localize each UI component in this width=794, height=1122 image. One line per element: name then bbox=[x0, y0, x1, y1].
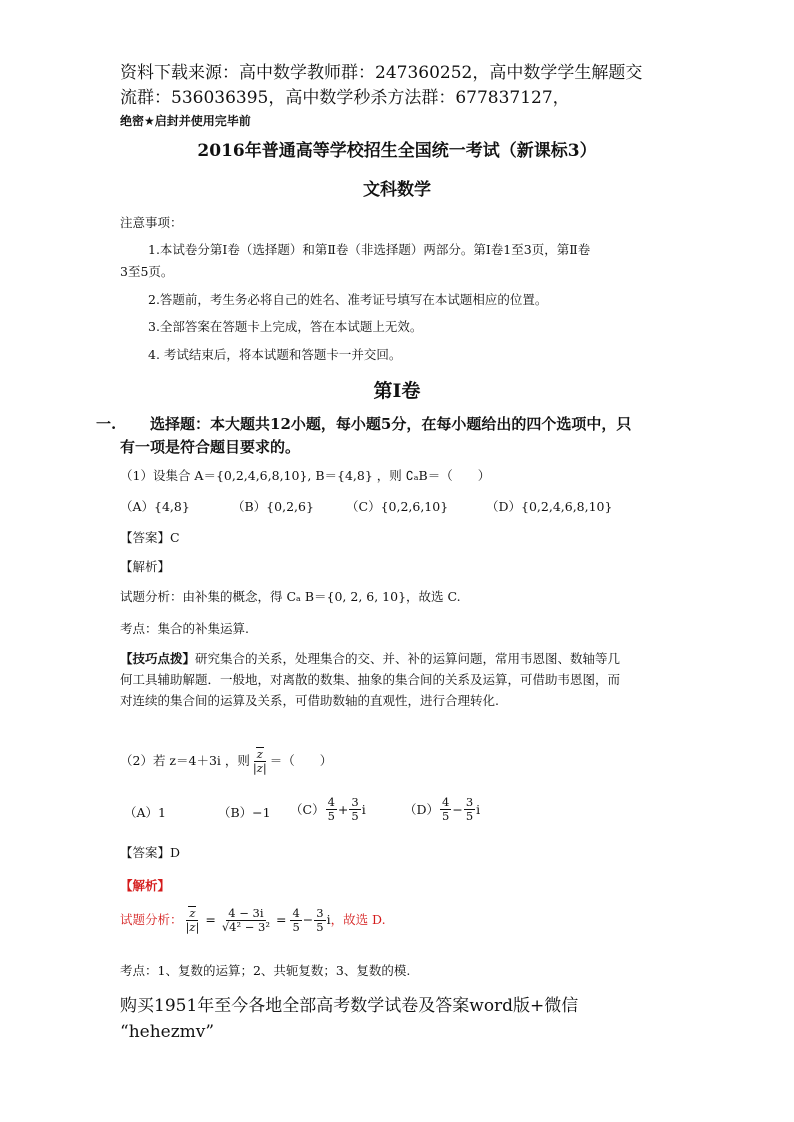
q2-point: 考点：1、复数的运算；2、共轭复数；3、复数的模. bbox=[120, 963, 411, 978]
notice-item-3: 3.全部答案在答题卡上完成，答在本试题上无效。 bbox=[148, 319, 423, 334]
q2-d-frac1-num: 4 bbox=[442, 795, 450, 809]
q1-option-a: （A）{4,8} bbox=[120, 499, 190, 514]
q2-c-frac2-num: 3 bbox=[351, 795, 359, 809]
notice-item-1-line-1: 1.本试卷分第Ⅰ卷（选择题）和第Ⅱ卷（非选择题）两部分。第Ⅰ卷1至3页，第Ⅱ卷 bbox=[148, 242, 591, 257]
q1-tip-label: 【技巧点拨】 bbox=[120, 651, 196, 666]
q1-tip-line-2: 何工具辅助解题．一般地，对离散的数集、抽象的集合间的关系及运算，可借助韦恩图，而 bbox=[120, 672, 621, 687]
q2-analysis-suffix: ，故选 D. bbox=[330, 912, 386, 927]
notice-item-2: 2.答题前，考生务必将自己的姓名、准考证号填写在本试题相应的位置。 bbox=[148, 292, 548, 307]
q2-stem bbox=[120, 747, 332, 775]
q1-tip-line-1 bbox=[120, 649, 620, 669]
q2-c-plus: + bbox=[337, 801, 349, 817]
q2-stem-frac-den: |z| bbox=[252, 761, 267, 775]
q2-analysis-frac3-den: 5 bbox=[292, 919, 300, 934]
q2-stem-prefix: （2）若 z＝4＋3i ，则 bbox=[120, 753, 250, 768]
q2-answer: 【答案】D bbox=[120, 845, 181, 860]
q2-analysis-minus: − bbox=[302, 912, 314, 927]
q2-analysis-frac1-num: z bbox=[189, 906, 196, 920]
q1-analysis: 试题分析：由补集的概念，得 Cₐ B＝{0, 2, 6, 10}，故选 C. bbox=[120, 589, 461, 604]
q1-tip-line-3: 对连续的集合间的运算及关系，可借助数轴的直观性，进行合理转化. bbox=[120, 693, 499, 708]
q2-analysis-frac3-num: 4 bbox=[292, 905, 300, 920]
q2-c-frac2-den: 5 bbox=[351, 809, 359, 823]
q2-d-frac2-num: 3 bbox=[465, 795, 474, 809]
q2-analysis-heading: 【解析】 bbox=[120, 878, 171, 893]
q2-stem-frac-num: z bbox=[256, 747, 263, 761]
q2-analysis-frac4-num: 3 bbox=[316, 905, 324, 920]
q2-analysis-eq-2: = bbox=[275, 912, 287, 927]
q2-option-d-label: （D） bbox=[404, 801, 440, 817]
q2-d-i: i bbox=[476, 801, 481, 817]
exam-title: 2016年普通高等学校招生全国统一考试（新课标3） bbox=[197, 141, 597, 161]
q1-point: 考点：集合的补集运算. bbox=[120, 621, 249, 636]
q2-d-frac1-den: 5 bbox=[442, 809, 450, 823]
q2-analysis-prefix: 试题分析： bbox=[120, 912, 183, 927]
q2-c-frac1-num: 4 bbox=[327, 795, 335, 809]
part-number: 一. bbox=[96, 415, 117, 433]
q1-option-b: （B）{0,2,6} bbox=[232, 499, 314, 514]
q2-analysis-frac4-den: 5 bbox=[316, 919, 324, 934]
part-instruction-line-2: 有一项是符合题目要求的。 bbox=[120, 438, 301, 456]
q2-stem-fraction bbox=[251, 747, 269, 775]
q2-option-c bbox=[290, 796, 366, 823]
q2-analysis-i: i bbox=[326, 912, 331, 927]
secret-label: 绝密★启封并使用完毕前 bbox=[120, 114, 251, 128]
part-instruction-line-1: 选择题：本大题共12小题，每小题5分，在每小题给出的四个选项中，只 bbox=[150, 415, 632, 433]
q2-analysis-eq-1: = bbox=[205, 912, 216, 927]
q2-analysis-frac2-den: √4² − 3² bbox=[221, 919, 270, 934]
q1-option-c: （C）{0,2,6,10} bbox=[346, 499, 449, 514]
q1-option-d: （D）{0,2,4,6,8,10} bbox=[486, 499, 613, 514]
q1-analysis-heading: 【解析】 bbox=[120, 559, 171, 574]
q2-d-minus: − bbox=[452, 801, 463, 817]
q1-answer: 【答案】C bbox=[120, 530, 180, 545]
q2-d-frac2-den: 5 bbox=[465, 809, 474, 823]
q2-analysis bbox=[120, 906, 386, 934]
q2-option-a: （A）1 bbox=[124, 805, 166, 820]
exam-subtitle: 文科数学 bbox=[363, 180, 431, 200]
q2-c-i: i bbox=[361, 801, 366, 817]
notice-heading: 注意事项： bbox=[120, 215, 183, 230]
source-line-1: 资料下载来源：高中数学教师群：247360252，高中数学学生解题交 bbox=[120, 63, 643, 83]
q2-option-b: （B）−1 bbox=[218, 805, 271, 820]
notice-item-4: 4. 考试结束后，将本试题和答题卡一并交回。 bbox=[148, 347, 402, 362]
q2-option-d bbox=[404, 796, 480, 823]
section-title: 第Ⅰ卷 bbox=[373, 380, 421, 402]
q2-stem-suffix: ＝（ ） bbox=[269, 753, 333, 768]
q1-stem: （1）设集合 A＝{0,2,4,6,8,10}, B＝{4,8} ，则 ∁ₐB＝（ ） bbox=[120, 468, 491, 483]
source-line-2: 流群：536036395，高中数学秒杀方法群：677837127， bbox=[120, 88, 570, 108]
q2-analysis-frac2-num: 4 − 3i bbox=[228, 905, 264, 920]
footer-ad-line-2: “hehezmv” bbox=[120, 1022, 215, 1042]
q1-tip-text-1: 研究集合的关系，处理集合的交、并、补的运算问题，常用韦恩图、数轴等几 bbox=[195, 651, 621, 666]
q2-option-c-label: （C） bbox=[290, 801, 325, 817]
q2-analysis-frac1-den: |z| bbox=[185, 920, 200, 934]
q2-c-frac1-den: 5 bbox=[327, 809, 335, 823]
notice-item-1-line-2: 3至5页。 bbox=[120, 264, 174, 279]
footer-ad-line-1: 购买1951年至今各地全部高考数学试卷及答案word版+微信 bbox=[120, 996, 579, 1016]
